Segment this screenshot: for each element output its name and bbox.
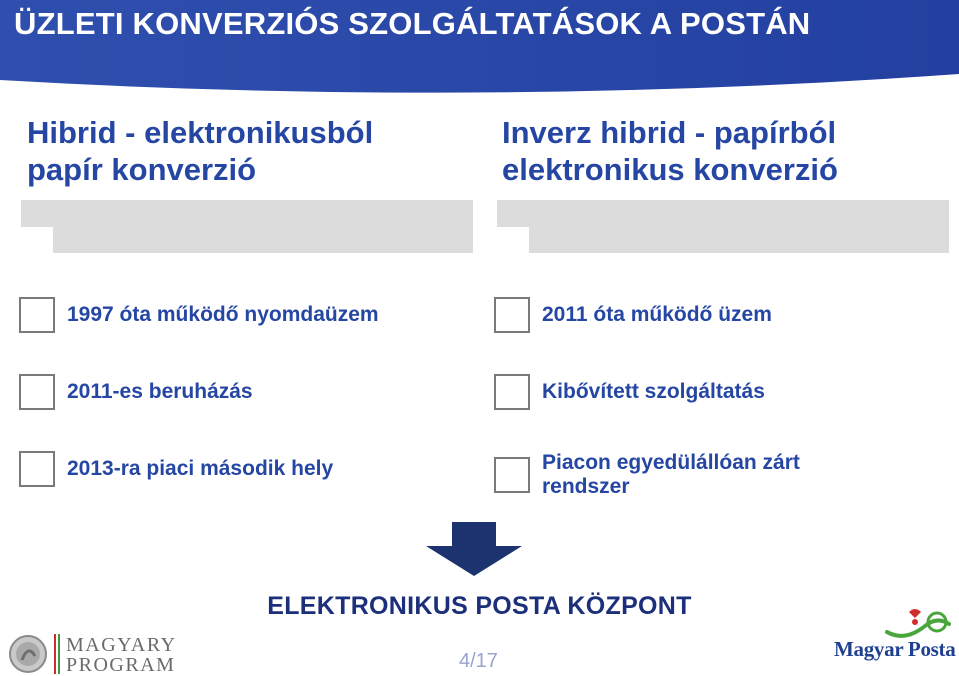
checkbox-icon	[494, 374, 530, 410]
right-heading-line1: Inverz hibrid - papírból	[502, 115, 837, 150]
right-bullet-3	[494, 451, 862, 499]
page-title: ÜZLETI KONVERZIÓS SZOLGÁLTATÁSOK A POSTÁN	[14, 6, 811, 41]
flag-stripe-green	[58, 634, 60, 674]
footer-title: ELEKTRONIKUS POSTA KÖZPONT	[267, 592, 692, 620]
magyary-text: MAGYARY	[66, 634, 177, 656]
right-bullet-2	[494, 374, 765, 410]
checkbox-icon	[494, 457, 530, 493]
right-bullet-2-text: Kibővített szolgáltatás	[542, 380, 765, 403]
checkbox-icon	[494, 297, 530, 333]
left-bullet-2-text: 2011-es beruházás	[67, 380, 253, 403]
left-bullet-1	[19, 297, 379, 333]
left-heading	[27, 114, 373, 188]
checkbox-icon	[19, 297, 55, 333]
right-bullet-3-text: Piacon egyedülállóan zárt rendszer	[542, 451, 800, 498]
right-bullet-1-text: 2011 óta működő üzem	[542, 303, 772, 326]
left-heading-line1: Hibrid - elektronikusból	[27, 115, 374, 150]
magyar-posta-logo	[830, 606, 955, 674]
left-bullet-1-text: 1997 óta működő nyomdaüzem	[67, 303, 379, 326]
magyary-program-logo	[8, 632, 177, 676]
flag-stripe-red	[54, 634, 56, 674]
left-bullet-3-text: 2013-ra piaci második hely	[67, 457, 334, 480]
left-bullet-3	[19, 451, 333, 487]
left-bullet-2	[19, 374, 253, 410]
checkbox-icon	[19, 374, 55, 410]
checkbox-icon	[19, 451, 55, 487]
posta-horn-icon	[885, 606, 953, 640]
right-heading	[502, 114, 838, 188]
left-bar-notch	[21, 227, 53, 253]
right-divider-bar	[497, 200, 949, 253]
right-bullet-1	[494, 297, 772, 333]
left-divider-bar	[21, 200, 473, 253]
right-bar-notch	[497, 227, 529, 253]
left-heading-line2: papír konverzió	[27, 152, 257, 187]
down-arrow-icon	[426, 522, 522, 576]
program-text: PROGRAM	[66, 654, 176, 676]
magyar-posta-text: Magyar Posta	[834, 637, 956, 661]
right-heading-line2: elektronikus konverzió	[502, 152, 838, 187]
magyary-emblem-icon	[8, 634, 48, 674]
page-number: 4/17	[459, 650, 498, 672]
